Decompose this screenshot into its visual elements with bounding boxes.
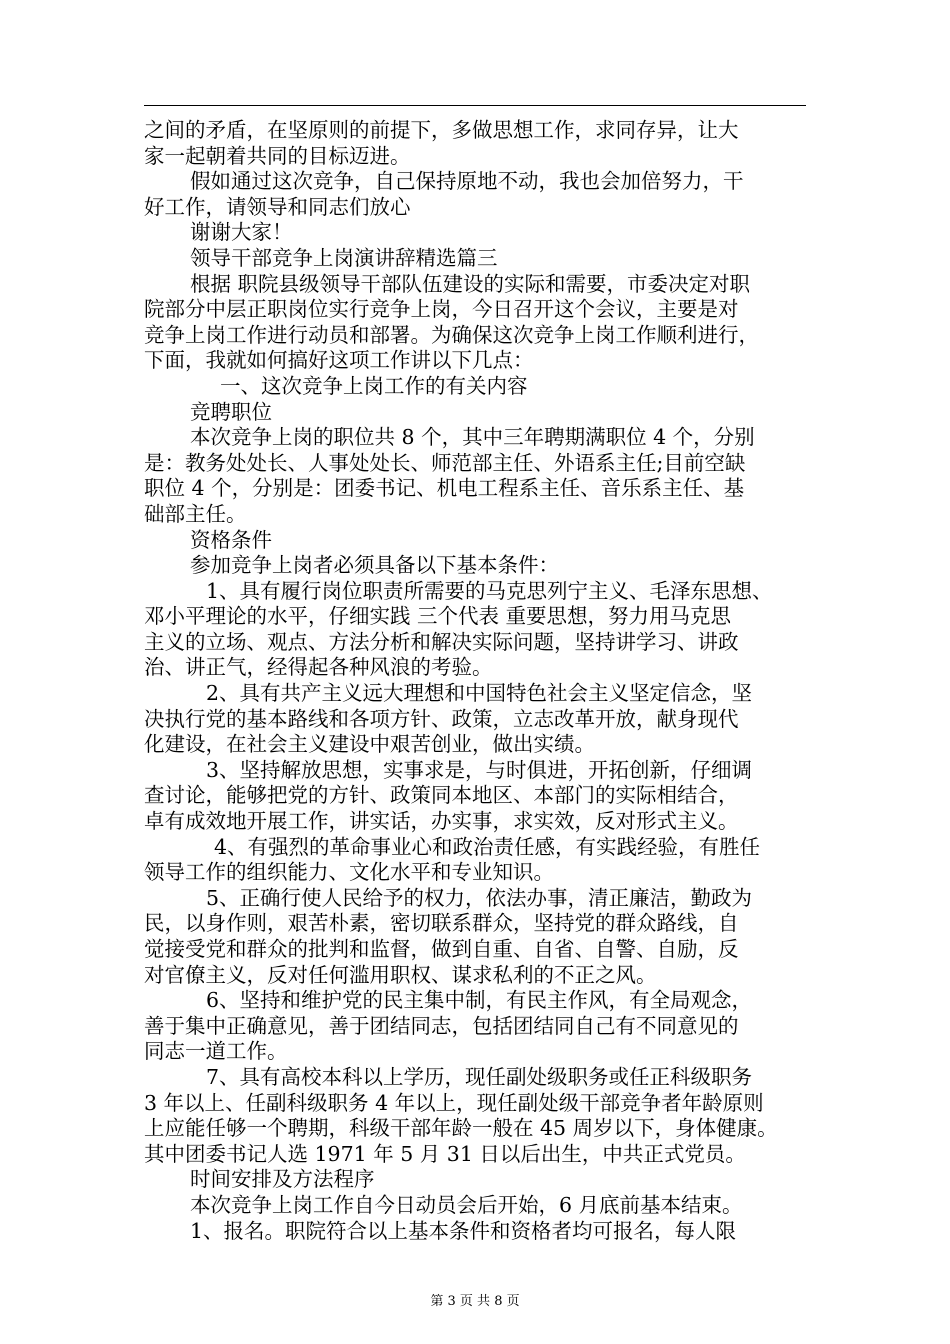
text-line: 院部分中层正职岗位实行竞争上岗，今日召开这个会议，主要是对 xyxy=(144,297,739,322)
text-line: 7、具有高校本科以上学历，现任副处级职务或任正科级职务 xyxy=(206,1064,753,1089)
text-line: 础部主任。 xyxy=(144,501,247,526)
text-line: 3、坚持解放思想，实事求是，与时俱进，开拓创新，仔细调 xyxy=(206,757,753,782)
text-line: 谢谢大家！ xyxy=(190,220,293,245)
text-line: 职位 4 个，分别是：团委书记、机电工程系主任、音乐系主任、基 xyxy=(144,476,745,501)
text-line: 是：教务处处长、人事处处长、师范部主任、外语系主任;目前空缺 xyxy=(144,450,746,475)
text-line: 治、讲正气，经得起各种风浪的考验。 xyxy=(144,655,493,680)
text-line: 1、报名。职院符合以上基本条件和资格者均可报名，每人限 xyxy=(190,1218,737,1243)
text-line: 邓小平理论的水平，仔细实践 三个代表 重要思想，努力用马克思 xyxy=(144,604,732,629)
text-line: 其中团委书记人选 1971 年 5 月 31 日以后出生，中共正式党员。 xyxy=(144,1141,746,1166)
text-line: 决执行党的基本路线和各项方针、政策，立志改革开放，献身现代 xyxy=(144,706,739,731)
text-line: 竞聘职位 xyxy=(190,399,272,424)
text-line: 对官僚主义，反对任何滥用职权、谋求私利的不正之风。 xyxy=(144,962,657,987)
page-footer: 第 3 页 共 8 页 xyxy=(430,1294,520,1309)
text-line: 2、具有共产主义远大理想和中国特色社会主义坚定信念，坚 xyxy=(206,681,753,706)
text-line: 1、具有履行岗位职责所需要的马克思列宁主义、毛泽东思想、 xyxy=(206,578,773,603)
text-line: 上应能任够一个聘期，科级干部年龄一般在 45 周岁以下，身体健康。 xyxy=(144,1116,778,1141)
text-line: 家一起朝着共同的目标迈进。 xyxy=(144,143,411,168)
text-line: 同志一道工作。 xyxy=(144,1039,288,1064)
text-line: 下面，我就如何搞好这项工作讲以下几点： xyxy=(144,348,534,373)
text-line: 好工作，请领导和同志们放心 xyxy=(144,194,411,219)
text-line: 领导干部竞争上岗演讲辞精选篇三 xyxy=(190,245,498,270)
text-line: 3 年以上、任副科级职务 4 年以上，现任副处级干部竞争者年龄原则 xyxy=(144,1090,764,1115)
text-line: 参加竞争上岗者必须具备以下基本条件： xyxy=(190,553,559,578)
text-line: 卓有成效地开展工作，讲实话，办实事，求实效，反对形式主义。 xyxy=(144,809,739,834)
text-line: 主义的立场、观点、方法分析和解决实际问题，坚持讲学习、讲政 xyxy=(144,629,739,654)
text-line: 之间的矛盾，在坚原则的前提下，多做思想工作，求同存异，让大 xyxy=(144,118,739,142)
text-line: 假如通过这次竞争，自己保持原地不动，我也会加倍努力，干 xyxy=(190,169,744,194)
text-line: 一、这次竞争上岗工作的有关内容 xyxy=(220,373,528,398)
header-rule xyxy=(144,105,806,106)
text-line: 本次竞争上岗的职位共 8 个，其中三年聘期满职位 4 个，分别 xyxy=(190,425,755,450)
text-line: 6、坚持和维护党的民主集中制，有民主作风，有全局观念， xyxy=(206,988,753,1013)
text-line: 化建设，在社会主义建设中艰苦创业，做出实绩。 xyxy=(144,732,595,757)
text-line: 4、有强烈的革命事业心和政治责任感，有实践经验，有胜任 xyxy=(214,834,761,859)
text-line: 善于集中正确意见，善于团结同志，包括团结同自己有不同意见的 xyxy=(144,1013,739,1038)
text-line: 本次竞争上岗工作自今日动员会后开始，6 月底前基本结束。 xyxy=(190,1192,743,1217)
text-line: 5、正确行使人民给予的权力，依法办事，清正廉洁，勤政为 xyxy=(206,885,753,910)
text-line: 资格条件 xyxy=(190,527,272,552)
text-line: 觉接受党和群众的批判和监督，做到自重、自省、自警、自励，反 xyxy=(144,937,739,961)
text-line: 时间安排及方法程序 xyxy=(190,1167,375,1192)
document-body xyxy=(144,118,824,1244)
text-line: 查讨论，能够把党的方针、政策同本地区、本部门的实际相结合， xyxy=(144,783,739,808)
text-line: 竞争上岗工作进行动员和部署。为确保这次竞争上岗工作顺利进行， xyxy=(144,322,759,347)
text-line: 领导工作的组织能力、文化水平和专业知识。 xyxy=(144,860,554,885)
text-line: 根据 职院县级领导干部队伍建设的实际和需要，市委决定对职 xyxy=(190,271,751,296)
text-line: 民，以身作则，艰苦朴素，密切联系群众，坚持党的群众路线，自 xyxy=(144,911,739,936)
